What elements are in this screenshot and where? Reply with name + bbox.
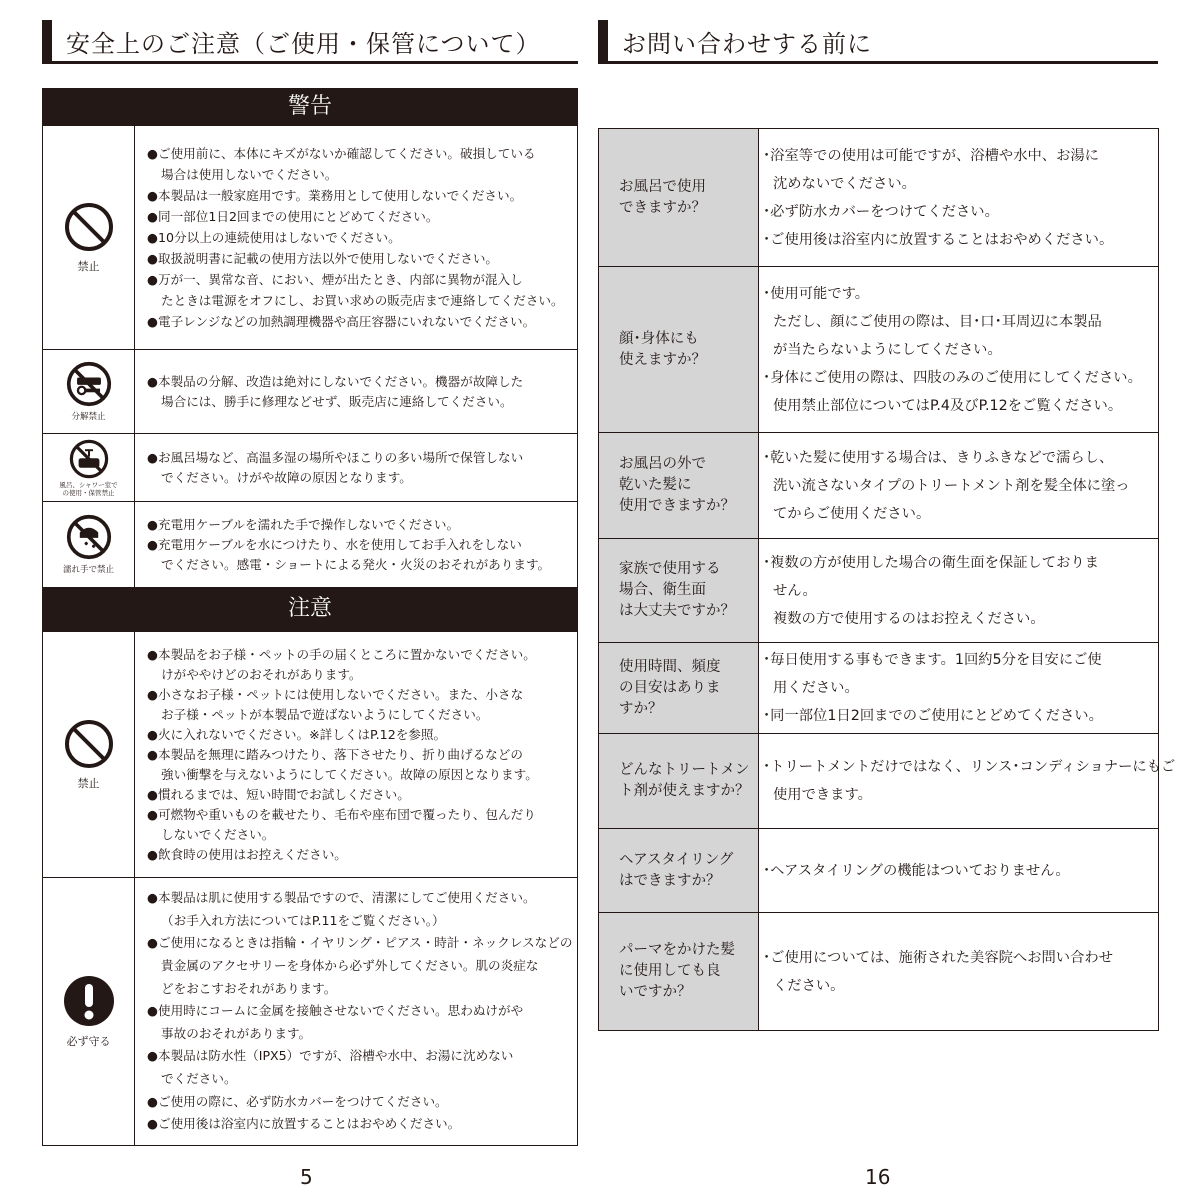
warning-heading: 警告 [43,89,577,125]
faq-answer [763,829,1156,912]
caution-row-mandatory [43,877,577,1145]
warning-row-prohibit [43,125,577,349]
faq-table [598,128,1176,1031]
bullet-line: でください。けがや故障の原因となります。 [161,469,412,485]
faq-row [599,432,1158,538]
icon-cell [43,350,135,433]
answer-line: 複数の方で使用するのはお控えください。 [773,610,1045,627]
bullet-line: しないでください。 [161,826,275,842]
bullet-line: 貴金属のアクセサリーを身体から必ず外してください。肌の炎症な [161,958,539,974]
bullet-line: ●充電用ケーブルを水につけたり、水を使用してお手入れをしない [147,536,522,552]
faq-answer [763,539,1156,642]
icon-label: 分解禁止 [71,412,106,422]
icon-label: 禁止 [77,776,100,790]
answer-line: ただし、顔にご使用の際は、目･口･耳周辺に本製品 [773,313,1102,330]
header-accent-bar [598,20,608,64]
faq-question [599,734,759,828]
page-number-right: 16 [865,1165,891,1189]
bullet-line: 場合には、勝手に修理などせず、販売店に連絡してください。 [161,393,513,409]
faq-answer [763,267,1156,432]
bullet-line: ●ご使用後は浴室内に放置することはおやめください。 [147,1116,461,1132]
bullet-line: たときは電源をオフにし、お買い求めの販売店まで連絡してください。 [161,293,564,308]
icon-label: 禁止 [77,259,100,273]
no-disassembly-icon [66,361,112,407]
faq-answer [763,129,1156,266]
question-line: 家族で使用する [619,561,721,577]
answer-line: ･必ず防水カバーをつけてください。 [763,203,999,220]
icon-cell [43,632,135,877]
bullet-line: どをおこすおそれがあります。 [161,980,337,996]
bullet-line: ●本製品は肌に使用する製品ですので、清潔にしてご使用ください。 [147,890,536,906]
bullet-line: ●ご使用前に、本体にキズがないか確認してください。破損している [147,146,536,161]
faq-answer [763,734,1176,828]
question-line: できますか？ [619,199,706,216]
answer-line: 洗い流さないタイプのトリートメント剤を髪全体に塗っ [773,477,1130,494]
bullet-line: ●10分以上の連続使用はしないでください。 [147,230,401,245]
answer-line: 使用禁止部位についてはP.4及びP.12をご覧ください。 [773,397,1123,414]
question-line: いですか？ [619,984,692,1000]
warning-text [147,126,573,349]
answer-line: 用ください。 [773,680,859,696]
answer-line: ･複数の方が使用した場合の衛生面を保証しておりま [763,554,1099,571]
warning-row-wet-hands [43,501,577,587]
icon-label-line: 風呂、シャワー室で [59,480,118,489]
answer-line: てからご使用ください。 [773,505,931,522]
question-line: 使用時間、頻度 [619,658,721,675]
answer-line: ･同一部位1日2回までのご使用にとどめてください。 [763,708,1103,724]
question-line: の目安はありま [619,679,721,696]
faq-question [599,643,759,733]
faq-row [599,912,1158,1030]
warning-row-bath-storage [43,433,577,501]
question-line: ヘアスタイリング [619,851,734,868]
bullet-line: ●本製品を無理に踏みつけたり、落下させたり、折り曲げるなどの [147,746,523,762]
caution-text [147,878,573,1145]
bullet-line: ●取扱説明書に記載の使用方法以外で使用しないでください。 [147,251,499,266]
answer-line: ･身体にご使用の際は、四肢のみのご使用にしてください。 [763,369,1142,386]
question-line: 場合、衛生面 [619,582,706,598]
icon-cell [43,878,135,1145]
faq-row [599,538,1158,642]
no-wet-hands-icon [66,514,112,560]
bullet-line: ●万が一、異常な音、におい、煙が出たとき、内部に異物が混入し [147,272,523,287]
faq-question [599,829,759,912]
faq-section-header [598,12,1158,64]
question-line: 乾いた髪に [619,477,692,493]
bullet-line: （お手入れ方法についてはP.11をご覧ください。） [161,912,445,928]
faq-row [599,828,1158,912]
question-line: 使用できますか？ [619,498,735,514]
icon-label [59,481,117,497]
mandatory-icon [63,975,115,1027]
question-line: すか？ [619,700,663,717]
bullet-line: 強い衝撃を与えないようにしてください。故障の原因となります。 [161,766,538,782]
answer-line: ･ご使用については、施術された美容院へお問い合わせ [763,949,1113,966]
question-line: お風呂で使用 [619,178,706,195]
bullet-line: ●慣れるまでは、短い時間でお試しください。 [147,786,410,802]
question-line: どんなトリートメン [619,762,750,778]
faq-row [599,129,1158,266]
answer-line: が当たらないようにしてください。 [773,341,1002,358]
faq-answer [763,433,1156,538]
bullet-line: ●本製品をお子様・ペットの手の届くところに置かないでください。 [147,646,536,662]
answer-line: ･ご使用後は浴室内に放置することはおやめください。 [763,231,1114,248]
question-line: 使えますか？ [619,351,706,368]
bullet-line: ●飲食時の使用はお控えください。 [147,846,347,862]
answer-line: 使用できます。 [773,787,872,803]
bullet-line: けがややけどのおそれがあります。 [161,666,362,682]
question-line: はできますか？ [619,872,721,889]
question-line: パーマをかけた髪 [619,942,735,958]
header-accent-bar [42,20,52,64]
caution-row-prohibit [43,631,577,877]
faq-question [599,129,759,266]
bullet-line: ●小さなお子様・ペットには使用しないでください。また、小さな [147,686,524,702]
bullet-line: ●ご使用の際に、必ず防水カバーをつけてください。 [147,1093,448,1109]
safety-section-header [42,12,578,64]
safety-table [42,88,578,1146]
faq-title: お問い合わせする前に [622,30,872,58]
bullet-line: ●本製品は防水性（IPX5）ですが、浴槽や水中、お湯に沈めない [147,1048,514,1064]
answer-line: ･毎日使用する事もできます。1回約5分を目安にご使 [763,652,1102,668]
faq-question [599,539,759,642]
prohibition-icon [64,202,114,252]
faq-question [599,433,759,538]
faq-answer [763,913,1156,1030]
bullet-line: 場合は使用しないでください。 [161,167,338,182]
icon-cell [43,434,135,501]
bullet-line: 事故のおそれがあります。 [161,1025,312,1041]
caution-text [147,632,573,877]
faq-row [599,266,1158,432]
question-line: は大丈夫ですか？ [619,603,735,619]
icon-label-line: の使用・保管禁止 [62,488,115,497]
bullet-line: ●本製品の分解、改造は絶対にしないでください。機器が故障した [147,373,524,389]
warning-text [147,502,573,587]
faq-answer [763,643,1156,733]
bullet-line: ●使用時にコームに金属を接触させないでください。思わぬけがや [147,1003,524,1019]
bullet-line: ●本製品は一般家庭用です。業務用として使用しないでください。 [147,188,523,203]
icon-cell [43,502,135,587]
answer-line: ･トリートメントだけではなく、リンス･コンディショナーにもご [763,759,1176,775]
faq-row [599,733,1176,828]
bullet-line: ●火に入れないでください。※詳しくはP.12を参照。 [147,726,447,742]
answer-line: ･乾いた髪に使用する場合は、きりふきなどで濡らし、 [763,449,1114,466]
bullet-line: ●同一部位1日2回までの使用にとどめてください。 [147,209,439,224]
bullet-line: ●ご使用になるときは指輪・イヤリング・ピアス・時計・ネックレスなどの [147,935,573,951]
no-bath-storage-icon [69,439,109,479]
question-line: お風呂の外で [619,456,706,472]
page-number-left: 5 [300,1165,313,1189]
bullet-line: ●充電用ケーブルを濡れた手で操作しないでください。 [147,516,460,532]
question-line: 顔･身体にも [619,330,699,347]
warning-text [147,350,573,433]
bullet-line: ●お風呂場など、高温多湿の場所やほこりの多い場所で保管しない [147,449,524,465]
bullet-line: ●電子レンジなどの加熱調理機器や高圧容器にいれないでください。 [147,314,536,329]
answer-line: ･使用可能です。 [763,285,870,302]
icon-label: 必ず守る [66,1034,111,1048]
icon-label: 濡れ手で禁止 [62,565,114,575]
bullet-line: でください。 [161,1070,237,1086]
caution-heading: 注意 [43,587,577,631]
answer-line: せん。 [773,582,817,599]
question-line: ト剤が使えますか？ [619,783,750,799]
bullet-line: お子様・ペットが本製品で遊ばないようにしてください。 [161,706,489,722]
bullet-line: ●可燃物や重いものを載せたり、毛布や座布団で覆ったり、包んだり [147,806,536,822]
question-line: に使用しても良 [619,963,721,979]
answer-line: ください。 [773,977,845,994]
bullet-line: でください。感電・ショートによる発火・火災のおそれがあります。 [161,556,551,572]
faq-row [599,642,1158,733]
answer-line: ･ヘアスタイリングの機能はついておりません。 [763,862,1070,879]
faq-question [599,267,759,432]
prohibition-icon [64,719,114,769]
icon-cell [43,126,135,349]
answer-line: ･浴室等での使用は可能ですが、浴槽や水中、お湯に [763,147,1099,164]
warning-row-disassembly [43,349,577,433]
safety-title: 安全上のご注意（ご使用・保管について） [66,30,541,58]
faq-question [599,913,759,1030]
answer-line: 沈めないでください。 [773,175,916,192]
warning-text [147,434,573,501]
